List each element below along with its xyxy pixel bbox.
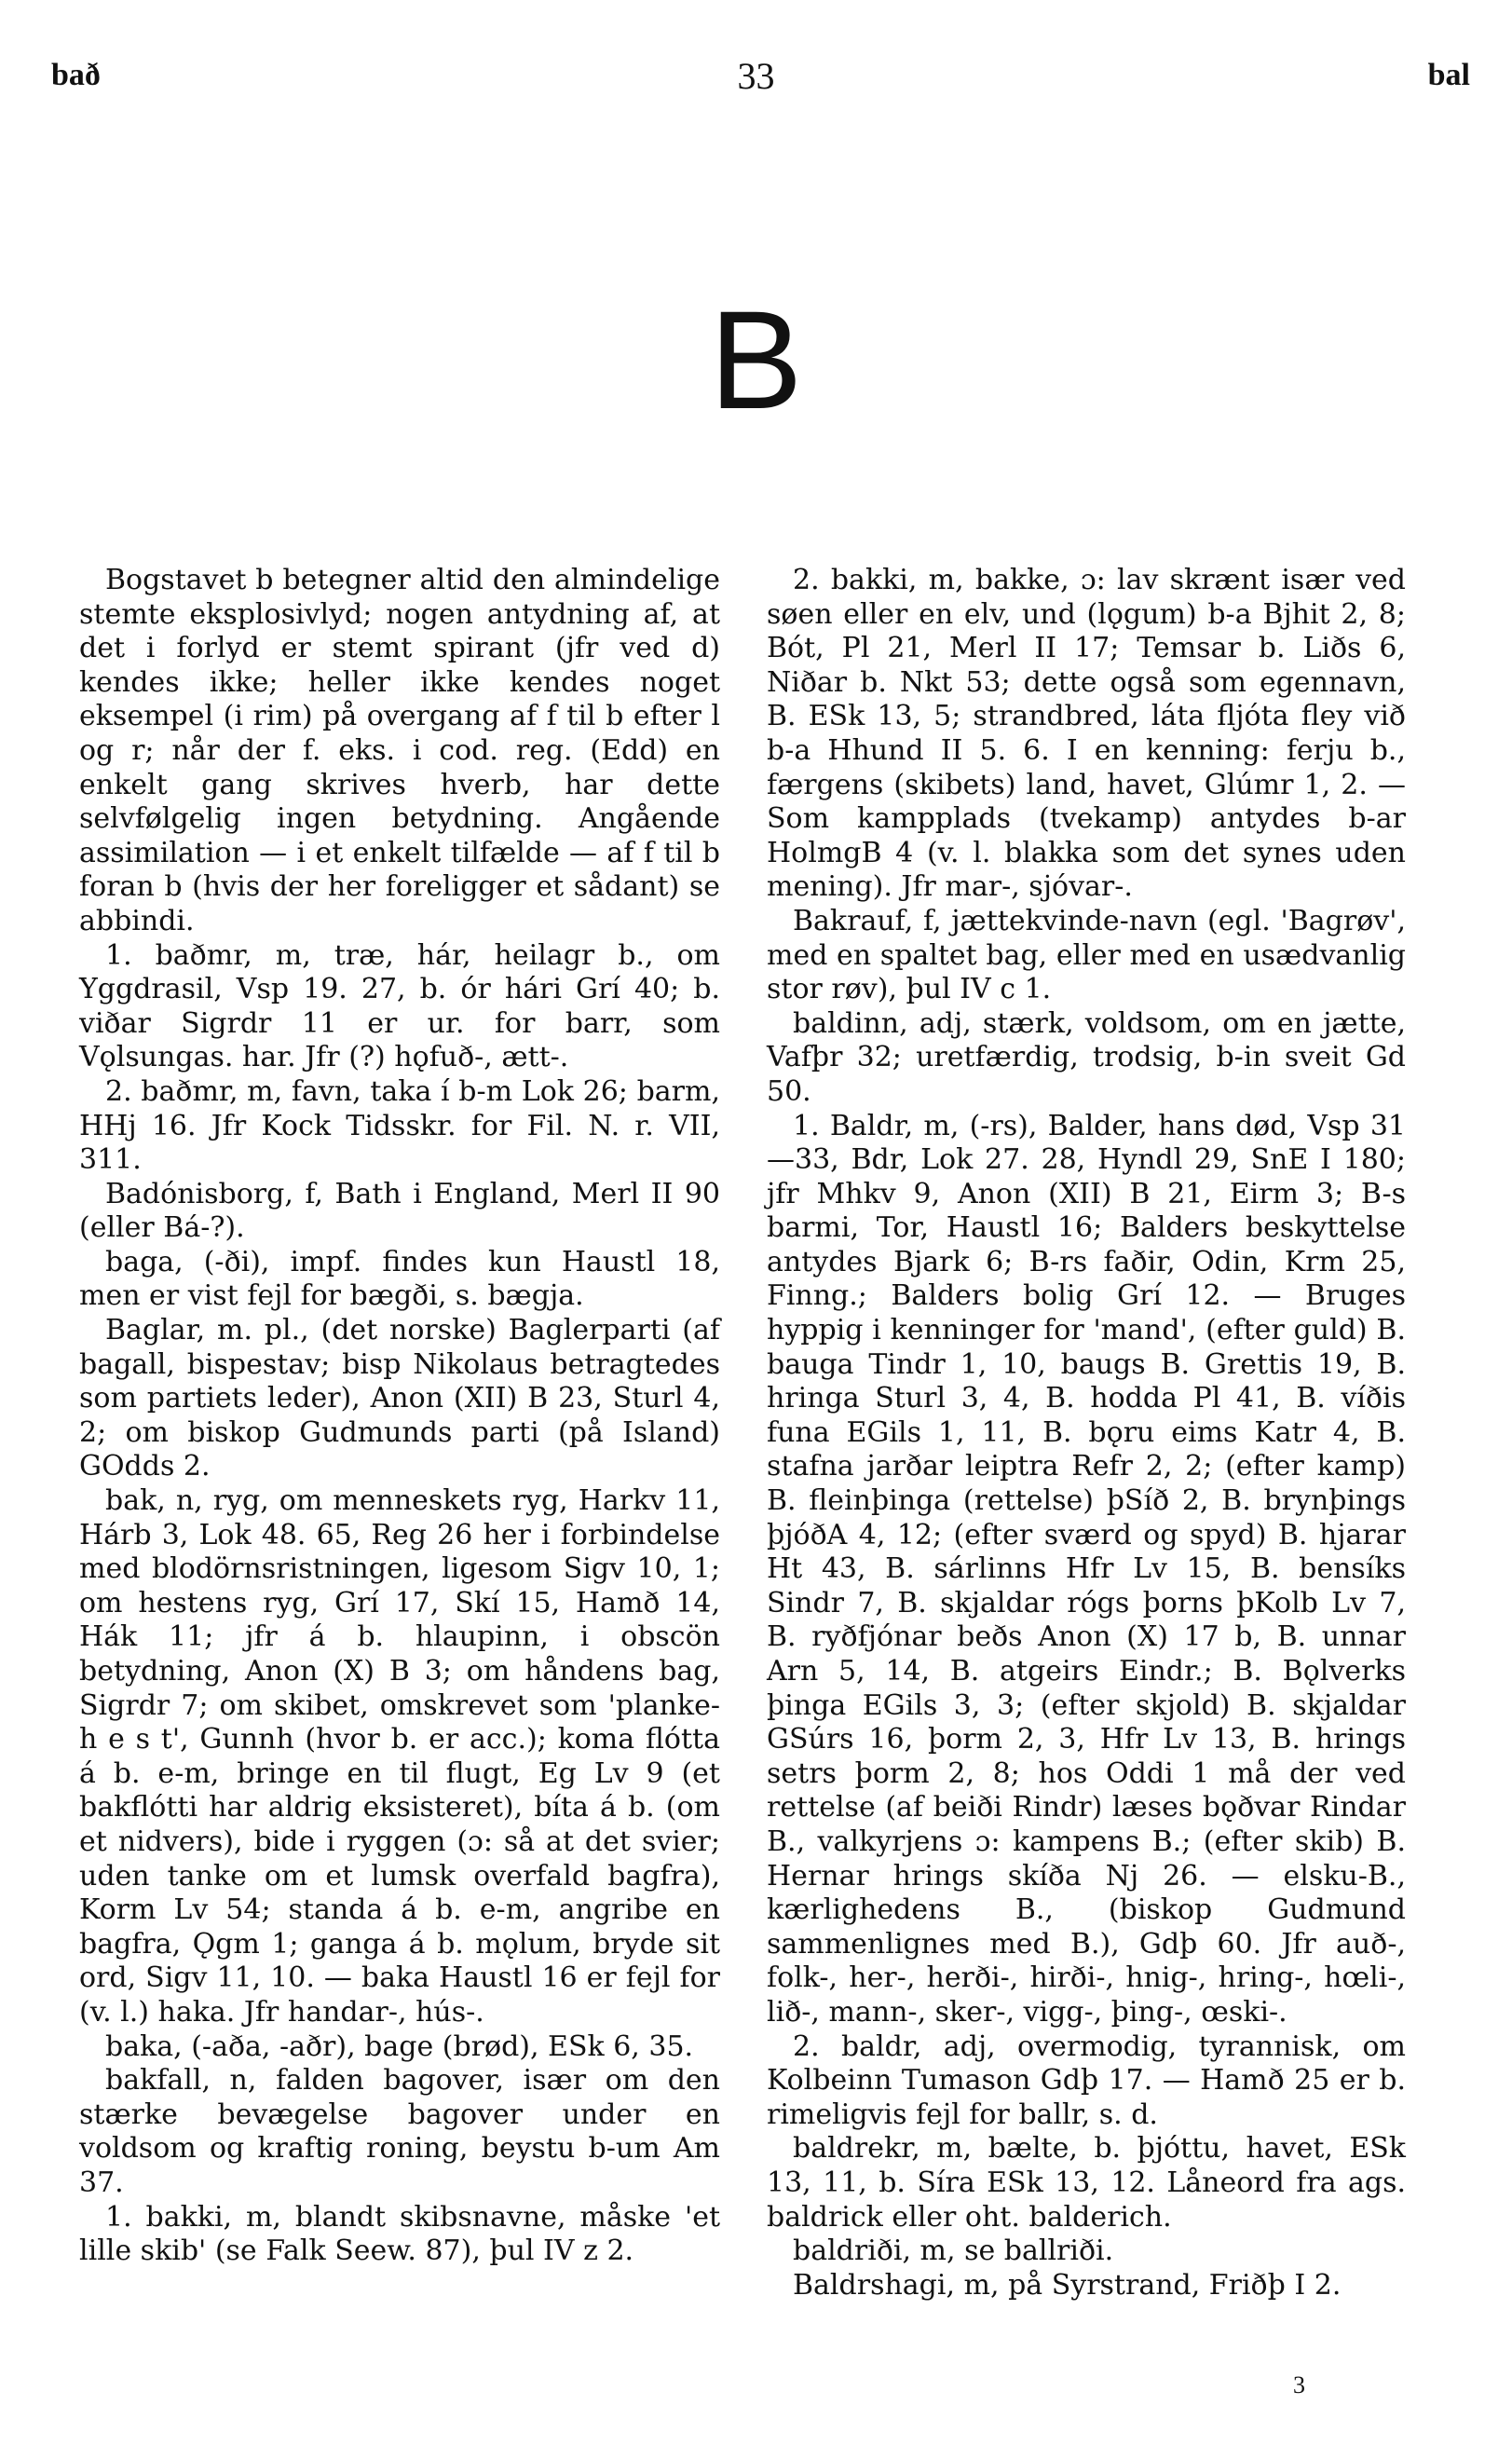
- right-column: [767, 564, 1406, 2303]
- entry: baldriði, m, se ballriði.: [793, 2234, 1114, 2268]
- entry: 1. baðmr, m, træ, hár, heilagr b., om Yggdrasil, Vsp 19. 27, b. ór hári Grí 40; b. viðar Sigrdr 11 er ur. for barr, som Vǫlsungas. har. Jfr (?) hǫfuð-, ætt-.: [79, 938, 720, 1074]
- entry: Bakrauf, f, jættekvinde-navn (egl. 'Bagrøv', med en spaltet bag, eller med en usædvanlig stor røv), þul IV c 1.: [767, 904, 1406, 1006]
- entry: baka, (-aða, -aðr), bage (brød), ESk 6, 35.: [105, 2029, 694, 2063]
- entry: baga, (-ði), impf. findes kun Haustl 18, men er vist fejl for bægði, s. bægja.: [79, 1245, 720, 1313]
- entry: Badónisborg, f, Bath i England, Merl II 90 (eller Bá-?).: [79, 1177, 720, 1245]
- entry: 1. Baldr, m, (-rs), Balder, hans død, Vsp 31—33, Bdr, Lok 27. 28, Hyndl 29, SnE I 180; jfr Mhkv 9, Anon (XII) B 21, Eirm 3; B-s barmi, Tor, Haustl 16; Balders beskyttelse antydes Bjark 6; B-rs faðir, Odin, Krm 25, Finng.; Balders bolig Grí 12. — Bruges hyppig i kenninger for 'mand', (efter guld) B. bauga Tindr 1, 10, baugs B. Grettis 19, B. hringa Sturl 3, 4, B. hodda Pl 41, B. víðis funa EGils 1, 11, B. bǫru eims Katr 4, B. stafna jarðar leiptra Refr 2, 2; (efter kamp) B. fleinþinga (rettelse) þSíð 2, B. brynþings þjóðA 4, 12; (efter sværd og spyd) B. hjarar Ht 43, B. sárlinns Hfr Lv 15, B. bensíks Sindr 7, B. skjaldar rógs þorns þKolb Lv 7, B. ryðfjónar beðs Anon (X) 17 b, B. unnar Arn 5, 14, B. atgeirs Eindr.; B. Bǫlverks þinga EGils 3, 3; (efter skjold) B. skjaldar GSúrs 16, þorm 2, 3, Hfr Lv 13, B. hrings setrs þorm 2, 8; hos Oddi 1 må der ved rettelse (af beiði Rindr) læses bǫðvar Rindar B., valkyrjens ɔ: kampens B.; (efter skib) B. Hernar hrings skíða Nj 26. — elsku-B., kærlighedens B., (biskop Gudmund sammenlignes med B.), Gdþ 60. Jfr auð-, folk-, her-, herði-, hirði-, hnig-, hring-, hœli-, lið-, mann-, sker-, vigg-, þing-, œski-.: [767, 1109, 1406, 2029]
- page-number: 33: [737, 55, 775, 97]
- section-letter: B: [709, 281, 803, 438]
- entry: 2. bakki, m, bakke, ɔ: lav skrænt især ved søen eller en elv, und (lǫgum) b-a Bjhit 2, 8; Bót, Pl 21, Merl II 17; Temsar b. Liðs 6, Niðar b. Nkt 53; dette også som egennavn, B. ESk 13, 5; strandbred, láta fljóta fley við b-a Hhund II 5. 6. I en kenning: ferju b., færgens (skibets) land, havet, Glúmr 1, 2. — Som kampplads (tvekamp) antydes b-ar HolmgB 4 (v. l. blakka som det synes uden mening). Jfr mar-, sjóvar-.: [767, 564, 1406, 904]
- signature-mark: 3: [1293, 2371, 1305, 2398]
- entry: baldinn, adj, stærk, voldsom, om en jætte, Vafþr 32; uretfærdig, trodsig, b-in sveit Gd 50.: [767, 1006, 1406, 1108]
- entry: baldrekr, m, bælte, b. þjóttu, havet, ESk 13, 11, b. Síra ESk 13, 12. Låneord fra ags. baldrick eller oht. balderich.: [767, 2132, 1406, 2234]
- header-left-guideword: bað: [51, 58, 101, 92]
- left-column: [79, 564, 720, 2269]
- entry: bak, n, ryg, om menneskets ryg, Harkv 11, Hárb 3, Lok 48. 65, Reg 26 her i forbindelse med blodörnsristningen, ligesom Sigv 10, 1; om hestens ryg, Grí 17, Skí 15, Hamð 14, Hák 11; jfr á b. hlaupinn, i obscön betydning, Anon (X) B 3; om håndens bag, Sigrdr 7; om skibet, omskrevet som 'planke-h e s t', Gunnh (hvor b. er acc.); koma flótta á b. e-m, bringe en til flugt, Eg Lv 9 (et bakflótti har aldrig eksisteret), bíta á b. (om et nidvers), bide i ryggen (ɔ: så at det svier; uden tanke om et lumsk overfald bagfra), Korm Lv 54; standa á b. e-m, angribe en bagfra, Ǫgm 1; ganga á b. mǫlum, bryde sit ord, Sigv 11, 10. — baka Haustl 16 er fejl for (v. l.) haka. Jfr handar-, hús-.: [79, 1484, 720, 2029]
- entry: Baldrshagi, m, på Syrstrand, Friðþ I 2.: [793, 2268, 1342, 2302]
- header-right-guideword: bal: [1427, 58, 1470, 92]
- entry: Baglar, m. pl., (det norske) Baglerparti (af bagall, bispestav; bisp Nikolaus betragtedes som partiets leder), Anon (XII) B 23, Sturl 4, 2; om biskop Gudmunds parti (på Island) GOdds 2.: [79, 1314, 720, 1483]
- entry: bakfall, n, falden bagover, især om den stærke bevægelse bagover under en voldsom og kraftig roning, beystu b-um Am 37.: [79, 2064, 720, 2199]
- entry-intro: Bogstavet b betegner altid den almindelige stemte eksplosivlyd; nogen antydning af, at det i forlyd er stemt spirant (jfr ved d) kendes ikke; heller ikke kendes noget eksempel (i rim) på overgang af f til b efter l og r; når der f. eks. i cod. reg. (Edd) en enkelt gang skrives hverb, har dette selvfølgelig ingen betydning. Angående assimilation — i et enkelt tilfælde — af f til b foran b (hvis der her foreligger et sådant) se abbindi.: [79, 564, 720, 937]
- entry: 1. bakki, m, blandt skibsnavne, måske 'et lille skib' (se Falk Seew. 87), þul IV z 2.: [79, 2200, 720, 2268]
- entry: 2. baðmr, m, favn, taka í b-m Lok 26; barm, HHj 16. Jfr Kock Tidsskr. for Fil. N. r. VII, 311.: [79, 1074, 720, 1177]
- entry: 2. baldr, adj, overmodig, tyrannisk, om Kolbeinn Tumason Gdþ 17. — Hamð 25 er b. rimeligvis fejl for ballr, s. d.: [767, 2029, 1406, 2131]
